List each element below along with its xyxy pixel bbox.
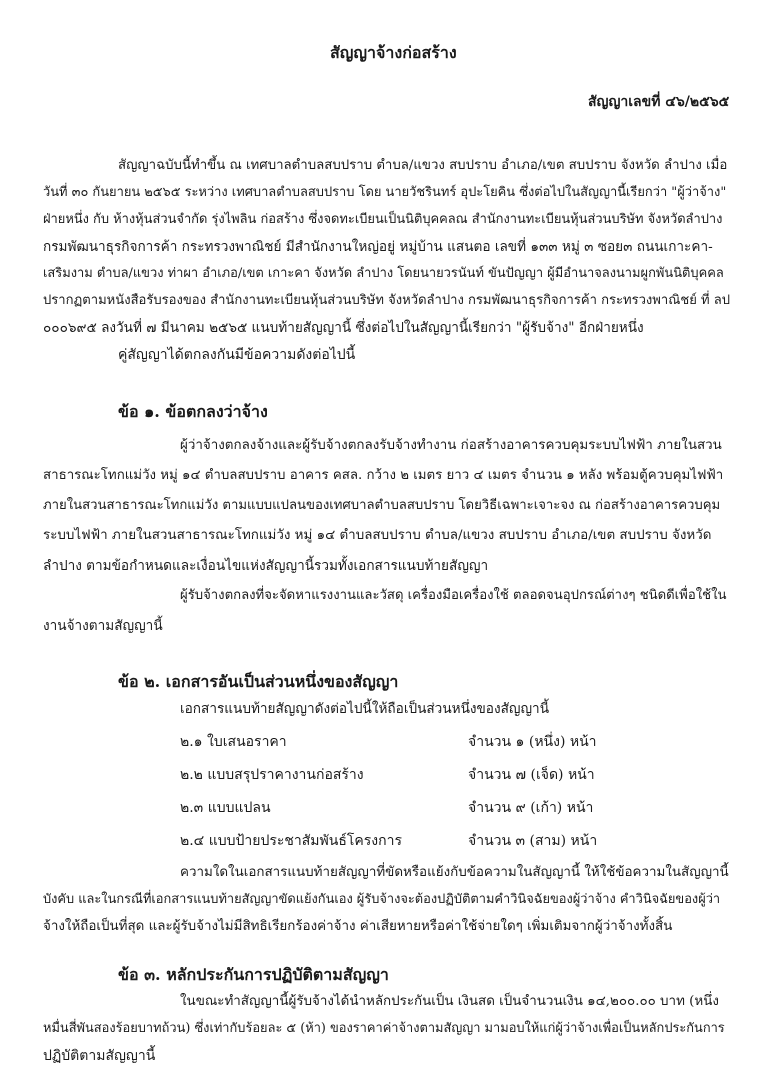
section-3-heading: ข้อ ๓. หลักประกันการปฏิบัติตามสัญญา (118, 965, 389, 984)
section-1-line: สาธารณะโทกแม่วัง หมู่ ๑๔ ตำบลสบปราบ อาคาร คสล. กว้าง ๒ เมตร ยาว ๔ เมตร จำนวน ๑ หลัง พร้อมตู้ควบคุมไฟฟ้า (43, 468, 724, 483)
attachment-label: ๒.๓ แบบแปลน (180, 800, 271, 816)
section-1-line: ผู้ว่าจ้างตกลงจ้างและผู้รับจ้างตกลงรับจ้างทำงาน ก่อสร้างอาคารควบคุมระบบไฟฟ้า ภายในสวน (180, 438, 722, 453)
attachment-count: จำนวน ๑ (หนึ่ง) หน้า (468, 734, 597, 750)
contract-number: สัญญาเลขที่ ๔๖/๒๕๖๕ (588, 94, 730, 110)
attachment-count: จำนวน ๙ (เก้า) หน้า (468, 800, 594, 816)
attachment-label: ๒.๑ ใบเสนอราคา (180, 734, 287, 750)
attachment-label: ๒.๒ แบบสรุปราคางานก่อสร้าง (180, 767, 364, 783)
section-3-line: หมื่นสี่พันสองร้อยบาทถ้วน) ซึ่งเท่ากับร้อยละ ๕ (ห้า) ของราคาค่าจ้างตามสัญญา มามอบให้แก่ผู้ว่าจ้างเพื่อเป็นหลักประกันการ (43, 1021, 725, 1036)
intro-line: สัญญาฉบับนี้ทำขึ้น ณ เทศบาลตำบลสบปราบ ตำบล/แขวง สบปราบ อำเภอ/เขต สบปราบ จังหวัด ลำปาง เมื่อ (118, 158, 728, 173)
intro-line: ฝ่ายหนึ่ง กับ ห้างหุ้นส่วนจำกัด รุ่งไพลิน ก่อสร้าง ซึ่งจดทะเบียนเป็นนิติบุคคลณ สำนักงานทะเบียนหุ้นส่วนบริษัท จังหวัดลำปาง (43, 212, 723, 227)
section-2-line: จ้างให้ถือเป็นที่สุด และผู้รับจ้างไม่มีสิทธิเรียกร้องค่าจ้าง ค่าเสียหายหรือค่าใช้จ่ายใดๆ เพิ่มเติมจากผู้ว่าจ้างทั้งสิ้น (43, 919, 673, 934)
section-1-line: ผู้รับจ้างตกลงที่จะจัดหาแรงงานและวัสดุ เครื่องมือเครื่องใช้ ตลอดจนอุปกรณ์ต่างๆ ชนิดดีเพื่อใช้ใน (180, 588, 727, 603)
section-2-intro: เอกสารแนบท้ายสัญญาดังต่อไปนี้ให้ถือเป็นส่วนหนึ่งของสัญญานี้ (180, 701, 549, 717)
attachment-label: ๒.๔ แบบป้ายประชาสัมพันธ์โครงการ (180, 833, 402, 849)
section-1-line: ลำปาง ตามข้อกำหนดและเงื่อนไขแห่งสัญญานี้รวมทั้งเอกสารแนบท้ายสัญญา (43, 558, 489, 574)
intro-line: ปรากฏตามหนังสือรับรองของ สำนักงานทะเบียนหุ้นส่วนบริษัท จังหวัดลำปาง กรมพัฒนาธุรกิจการค้า กระทรวงพาณิชย์ ที่ ลป (43, 293, 731, 308)
section-2-heading: ข้อ ๒. เอกสารอันเป็นส่วนหนึ่งของสัญญา (118, 672, 399, 691)
section-1-line: ระบบไฟฟ้า ภายในสวนสาธารณะโทกแม่วัง หมู่ ๑๔ ตำบลสบปราบ ตำบล/แขวง สบปราบ อำเภอ/เขต สบปราบ จังหวัด (43, 528, 712, 543)
section-1-heading: ข้อ ๑. ข้อตกลงว่าจ้าง (118, 402, 268, 421)
document-title: สัญญาจ้างก่อสร้าง (330, 43, 457, 62)
intro-line: ๐๐๐๖๙๕ ลงวันที่ ๗ มีนาคม ๒๕๖๕ แนบท้ายสัญญานี้ ซึ่งต่อไปในสัญญานี้เรียกว่า "ผู้รับจ้าง" อีกฝ่ายหนึ่ง (43, 320, 644, 336)
attachment-count: จำนวน ๓ (สาม) หน้า (468, 833, 598, 849)
section-3-line: ปฏิบัติตามสัญญานี้ (43, 1048, 156, 1064)
section-1-line: ภายในสวนสาธารณะโทกแม่วัง ตามแบบแปลนของเทศบาลตำบลสบปราบ โดยวิธีเฉพาะเจาะจง ณ ก่อสร้างอาคารควบคุม (43, 498, 721, 513)
intro-line: กรมพัฒนาธุรกิจการค้า กระทรวงพาณิชย์ มีสำนักงานใหญ่อยู่ หมู่บ้าน แสนตอ เลขที่ ๑๓๓ หมู่ ๓ ซอย๓ ถนนเกาะคา- (43, 239, 713, 255)
section-3-line: ในขณะทำสัญญานี้ผู้รับจ้างได้นำหลักประกันเป็น เงินสด เป็นจำนวนเงิน ๑๔,๒๐๐.๐๐ บาท (หนึ่ง (180, 994, 719, 1009)
intro-line: วันที่ ๓๐ กันยายน ๒๕๖๕ ระหว่าง เทศบาลตำบลสบปราบ โดย นายวัชรินทร์ อุปะโยคิน ซึ่งต่อไปในสัญญานี้เรียกว่า "ผู้ว่าจ้าง" (43, 185, 727, 200)
section-2-line: บังคับ และในกรณีที่เอกสารแนบท้ายสัญญาขัดแย้งกันเอง ผู้รับจ้างจะต้องปฏิบัติตามคำวินิจฉัยของผู้ว่าจ้าง คำวินิจฉัยของผู้ว่า (43, 892, 721, 907)
intro-line: คู่สัญญาได้ตกลงกันมีข้อความดังต่อไปนี้ (118, 347, 356, 363)
intro-line: เสริมงาม ตำบล/แขวง ท่าผา อำเภอ/เขต เกาะคา จังหวัด ลำปาง โดยนายวรนันท์ ขันปัญญา ผู้มีอำนาจลงนามผูกพันนิติบุคคล (43, 266, 724, 281)
section-2-line: ความใดในเอกสารแนบท้ายสัญญาที่ขัดหรือแย้งกับข้อความในสัญญานี้ ให้ใช้ข้อความในสัญญานี้ (180, 865, 729, 880)
section-1-line: งานจ้างตามสัญญานี้ (43, 618, 163, 634)
attachment-count: จำนวน ๗ (เจ็ด) หน้า (468, 767, 595, 783)
